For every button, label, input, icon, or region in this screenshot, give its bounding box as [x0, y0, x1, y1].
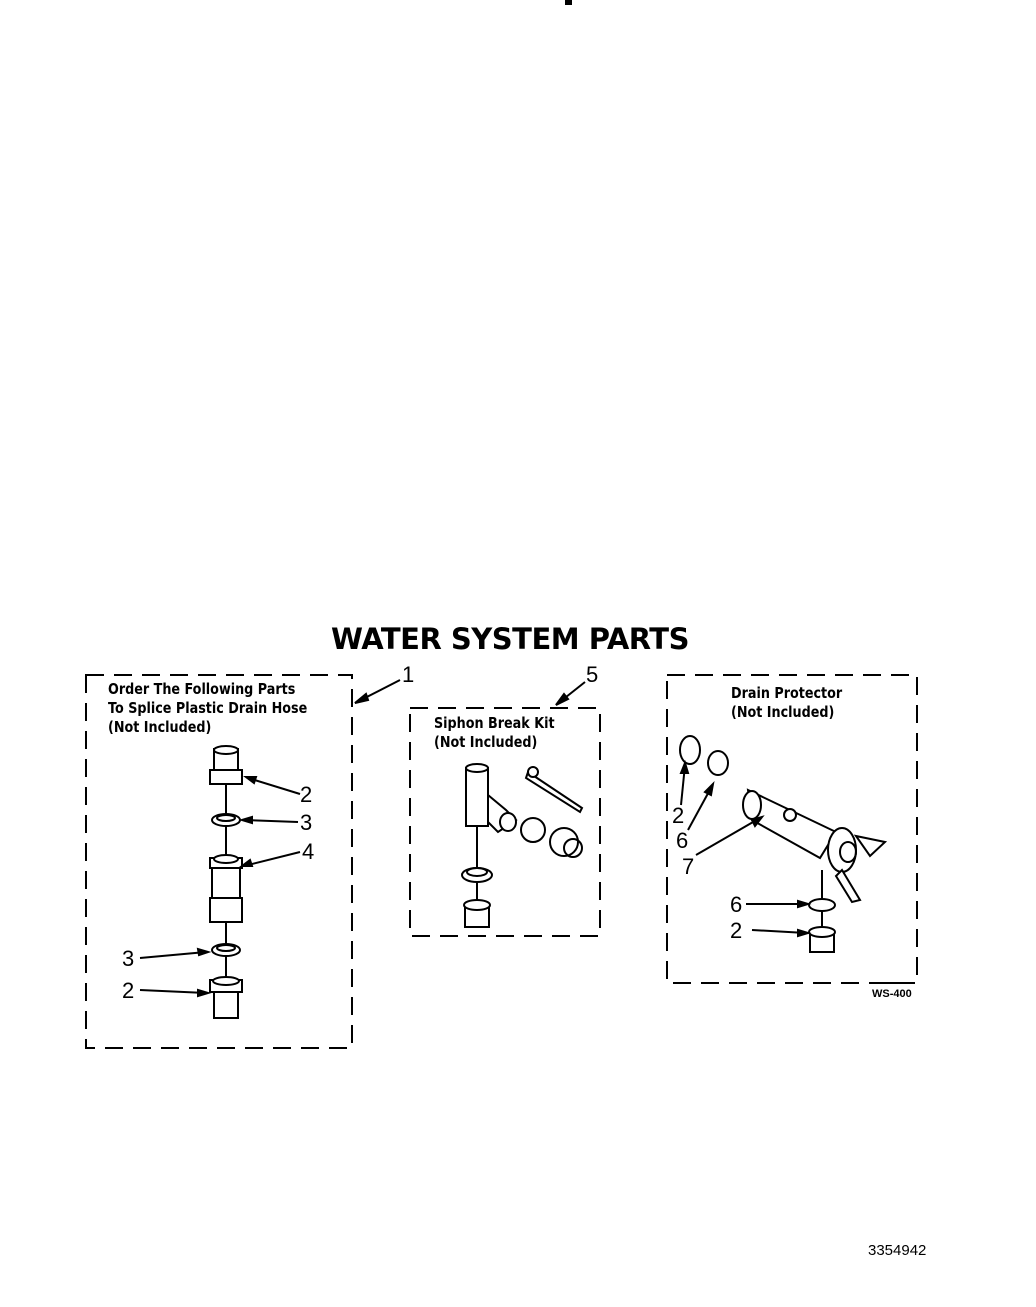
siphon-break-kit-label-line: (Not Included)	[434, 733, 538, 751]
part-callout: 2	[730, 918, 743, 943]
splice-kit-label-line: (Not Included)	[108, 718, 212, 736]
part-callout: 2	[300, 782, 313, 807]
part-callout: 3	[122, 946, 135, 971]
part-callout: 2	[122, 978, 135, 1003]
part-callout: 6	[730, 892, 743, 917]
siphon-break-kit-label	[434, 714, 555, 752]
page-title: WATER SYSTEM PARTS	[331, 622, 689, 656]
drain-protector-label-line: Drain Protector	[731, 684, 843, 702]
diagram-code: WS-400	[872, 988, 912, 1000]
splice-kit-label-line: Order The Following Parts	[108, 680, 296, 698]
part-callout: 3	[300, 810, 313, 835]
splice-kit-label	[108, 680, 307, 737]
part-callout: 6	[676, 828, 689, 853]
drain-protector-label	[731, 684, 842, 722]
drain-protector-label-line: (Not Included)	[731, 703, 835, 721]
ref-callout-1: 1	[402, 662, 415, 687]
part-callout: 2	[672, 803, 685, 828]
ref-callout-5: 5	[586, 662, 599, 687]
part-callout: 4	[302, 839, 315, 864]
siphon-break-kit-label-line: Siphon Break Kit	[434, 714, 555, 732]
part-callout: 7	[682, 854, 695, 879]
document-number: 3354942	[868, 1242, 927, 1259]
splice-kit-label-line: To Splice Plastic Drain Hose	[108, 699, 308, 717]
